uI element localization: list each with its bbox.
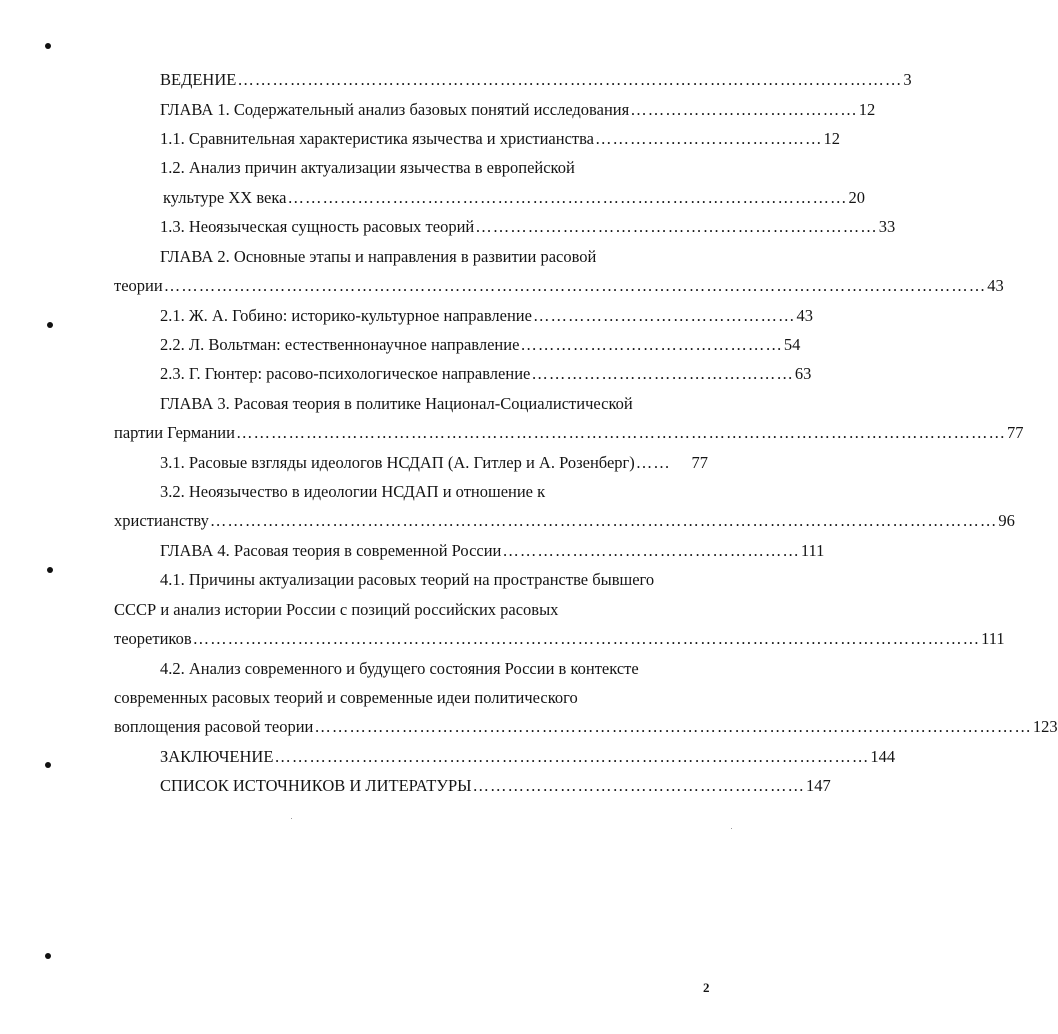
toc-entry-title: ГЛАВА 4. Расовая теория в современной России xyxy=(160,541,502,560)
toc-entry-page: 33 xyxy=(878,217,896,236)
toc-leader-dots: ……………………………………………………………………………………………………………………… xyxy=(192,629,981,648)
toc-entry-page: 3 xyxy=(903,70,912,89)
toc-entry-page: 147 xyxy=(806,776,831,795)
toc-entry-title: ЗАКЛЮЧЕНИЕ xyxy=(160,747,274,766)
toc-leader-dots: ……………………………………………………………………………………………………………………… xyxy=(209,511,998,530)
toc-entry-title: 2.3. Г. Гюнтер: расово-психологическое направление xyxy=(160,364,531,383)
toc-leader-dots: …………………………………………………………………………………………………………………… xyxy=(235,423,1006,442)
binder-hole-mark xyxy=(47,322,53,328)
toc-leader-dots: ………………………………………………………………………………………… xyxy=(274,747,870,766)
toc-entry-conclusion xyxy=(160,747,896,767)
binder-hole-mark xyxy=(45,43,51,49)
toc-entry-chapter-2-line-2 xyxy=(114,276,1004,296)
scan-speck xyxy=(291,818,292,819)
toc-entry-section-2-1 xyxy=(160,306,813,326)
toc-entry-section-3-1 xyxy=(160,453,708,473)
toc-leader-dots: ………………………………… xyxy=(595,129,823,148)
toc-entry-chapter-4 xyxy=(160,541,825,561)
toc-entry-title: теории xyxy=(114,276,163,295)
toc-entry-section-3-2-line-2 xyxy=(114,511,1015,531)
toc-entry-section-4-1-line-2: СССР и анализ истории России с позиций российских расовых xyxy=(114,600,559,619)
toc-entry-section-1-1 xyxy=(160,129,841,149)
toc-entry-section-4-2-line-1: 4.2. Анализ современного и будущего состояния России в контексте xyxy=(160,659,639,678)
toc-entry-page: 43 xyxy=(796,306,813,325)
toc-entry-page: 12 xyxy=(858,100,876,119)
toc-entry-bibliography xyxy=(160,776,831,796)
toc-entry-section-1-2-line-1: 1.2. Анализ причин актуализации язычества в европейской xyxy=(160,158,575,177)
toc-entry-page: 111 xyxy=(981,629,1005,648)
toc-entry-page: 77 xyxy=(691,453,708,472)
page-number: 2 xyxy=(703,980,710,995)
toc-entry-page: 54 xyxy=(783,335,801,354)
toc-entry-section-4-2-line-3 xyxy=(114,717,1058,737)
binder-hole-mark xyxy=(47,567,53,573)
toc-entry-chapter-2-line-1: ГЛАВА 2. Основные этапы и направления в развитии расовой xyxy=(160,247,597,266)
toc-entry-section-2-3 xyxy=(160,364,812,384)
toc-entry-section-2-2 xyxy=(160,335,801,355)
toc-entry-page: 77 xyxy=(1006,423,1024,442)
toc-entry-page: 111 xyxy=(800,541,825,560)
toc-entry-section-4-1-line-1: 4.1. Причины актуализации расовых теорий на пространстве бывшего xyxy=(160,570,655,589)
toc-entry-title: 1.1. Сравнительная характеристика язычества и христианства xyxy=(160,129,595,148)
toc-entry-chapter-3-line-1: ГЛАВА 3. Расовая теория в политике Национал-Социалистической xyxy=(160,394,633,413)
binder-hole-mark xyxy=(45,762,51,768)
toc-entry-title: СПИСОК ИСТОЧНИКОВ И ЛИТЕРАТУРЫ xyxy=(160,776,472,795)
toc-entry-section-1-2-line-2 xyxy=(163,188,865,208)
toc-entry-title: ВЕДЕНИЕ xyxy=(160,70,237,89)
toc-entry-page: 20 xyxy=(848,188,865,207)
toc-entry-page: 96 xyxy=(998,511,1015,530)
toc-entry-section-4-1-line-3 xyxy=(114,629,1005,649)
toc-leader-dots: ………………………………………………… xyxy=(472,776,806,795)
toc-entry-section-4-2-line-2: современных расовых теорий и современные идеи политического xyxy=(114,688,578,707)
toc-entry-title: воплощения расовой теории xyxy=(114,717,314,736)
toc-entry-section-3-2-line-1: 3.2. Неоязычество в идеологии НСДАП и отношение к xyxy=(160,482,546,501)
toc-leader-dots: …………………………………………… xyxy=(502,541,800,560)
toc-entry-title: 2.1. Ж. А. Гобино: историко-культурное направление xyxy=(160,306,532,325)
toc-leader-dots: …………………………………………………………… xyxy=(475,217,878,236)
toc-entry-title: 3.1. Расовые взгляды идеологов НСДАП (А. Гитлер и А. Розенберг) xyxy=(160,453,635,472)
toc-entry-page: 63 xyxy=(794,364,812,383)
toc-leader-dots: …………………………………………………………………………………………………………………………… xyxy=(163,276,987,295)
toc-leader-dots: ……………………………………… xyxy=(520,335,783,354)
toc-leader-dots: …… xyxy=(635,453,671,472)
toc-leader-dots: ……………………………………… xyxy=(531,364,794,383)
toc-entry-section-1-3 xyxy=(160,217,896,237)
toc-entry-title: партии Германии xyxy=(114,423,235,442)
toc-leader-dots: …………………………………………………………………………………… xyxy=(287,188,848,207)
toc-entry-page: 43 xyxy=(987,276,1004,295)
toc-leader-dots: ……………………………………… xyxy=(532,306,796,325)
toc-entry-chapter-1 xyxy=(160,100,876,120)
toc-entry-title: теоретиков xyxy=(114,629,192,648)
scan-speck xyxy=(731,828,732,829)
toc-entry-title: 1.3. Неоязыческая сущность расовых теорий xyxy=(160,217,475,236)
binder-hole-mark xyxy=(45,953,51,959)
toc-leader-dots: …………………………………………………………………………………………………………… xyxy=(314,717,1032,736)
toc-entry-title: ГЛАВА 1. Содержательный анализ базовых понятий исследования xyxy=(160,100,630,119)
toc-entry-page: 123 xyxy=(1032,717,1058,736)
toc-leader-dots: ………………………………… xyxy=(630,100,858,119)
toc-entry-title: 2.2. Л. Вольтман: естественнонаучное направление xyxy=(160,335,520,354)
toc-leader-dots: …………………………………………………………………………………………………… xyxy=(237,70,903,89)
toc-entry-title: культуре XX века xyxy=(163,188,287,207)
toc-entry-introduction xyxy=(160,70,912,90)
toc-entry-page: 12 xyxy=(823,129,841,148)
toc-entry-title: христианству xyxy=(114,511,209,530)
toc-entry-chapter-3-line-2 xyxy=(114,423,1024,443)
toc-entry-page: 144 xyxy=(870,747,896,766)
